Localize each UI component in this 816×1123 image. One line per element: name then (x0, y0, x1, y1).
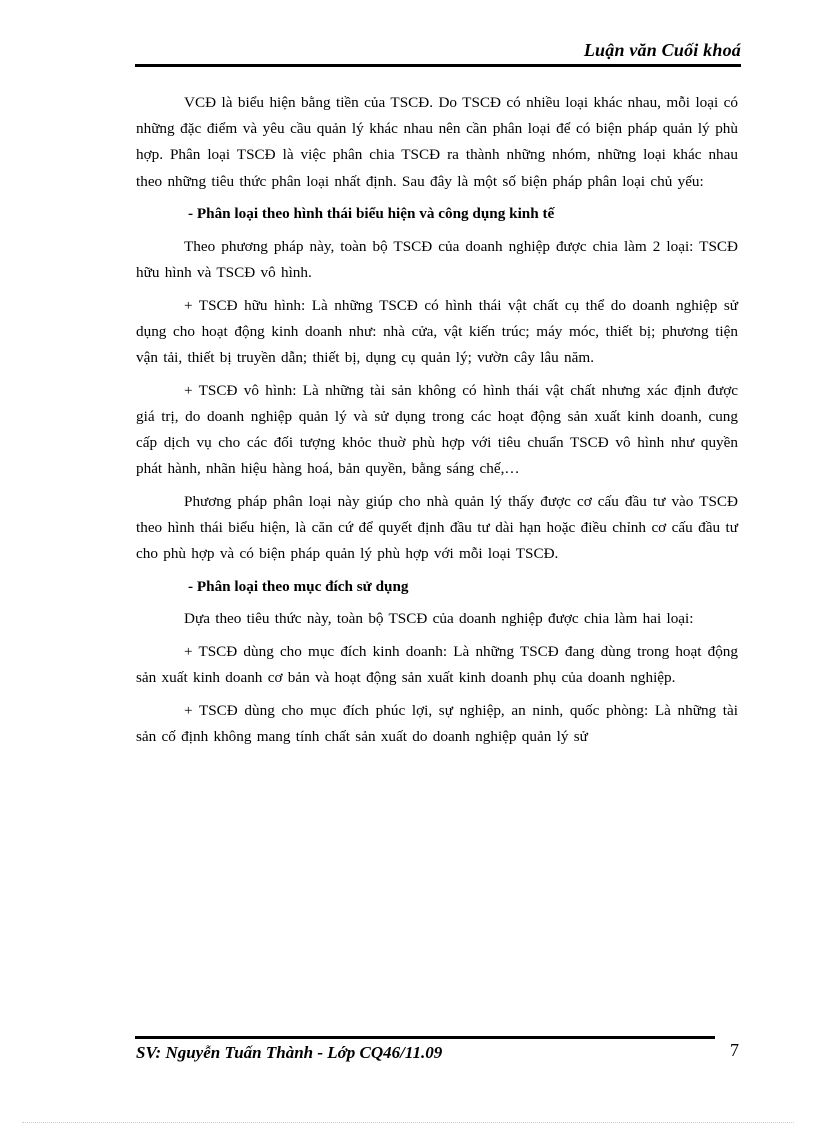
section-heading-purpose: - Phân loại theo mục đích sử dụng (188, 577, 409, 595)
paragraph-purpose-overview: Dựa theo tiêu thức này, toàn bộ TSCĐ của doanh nghiệp được chia làm hai loại: (184, 610, 694, 628)
footer-rule (135, 1036, 715, 1039)
footer-student-info: SV: Nguyễn Tuấn Thành - Lớp CQ46/11.09 (136, 1043, 443, 1062)
page-body (136, 90, 738, 757)
paragraph-intangible-assets: + TSCĐ vô hình: Là những tài sản không có hình thái vật chất nhưng xác định được giá trị, do doanh nghiệp quản lý và sử dụng trong các hoạt động sản xuất kinh doanh, cung cấp dịch vụ cho các đối tượng khỏc thuờ phù hợp với tiêu chuẩn TSCĐ vô hình như quyền phát hành, nhãn hiệu hàng hoá, bản quyền, bằng sáng chế,… (136, 381, 738, 478)
section-heading-form-and-use: - Phân loại theo hình thái biểu hiện và công dụng kinh tế (188, 205, 555, 223)
paragraph-welfare-use: + TSCĐ dùng cho mục đích phúc lợi, sự nghiệp, an ninh, quốc phòng: Là những tài sản cố định không mang tính chất sản xuất do doanh nghiệp quản lý sử (136, 701, 738, 745)
paragraph-method-overview: Theo phương pháp này, toàn bộ TSCĐ của doanh nghiệp được chia làm 2 loại: TSCĐ hữu hình và TSCĐ vô hình. (136, 237, 738, 281)
paragraph-method-benefit: Phương pháp phân loại này giúp cho nhà quản lý thấy được cơ cấu đầu tư vào TSCĐ theo hình thái biểu hiện, là căn cứ để quyết định đầu tư dài hạn hoặc điều chỉnh cơ cấu đầu tư cho phù hợp và có biện pháp quản lý phù hợp với mỗi loại TSCĐ. (136, 492, 738, 563)
page-number: 7 (730, 1040, 739, 1060)
paragraph-business-use: + TSCĐ dùng cho mục đích kinh doanh: Là những TSCĐ đang dùng trong hoạt động sản xuất kinh doanh cơ bản và hoạt động sản xuất kinh doanh phụ của doanh nghiệp. (136, 642, 738, 687)
paragraph-tangible-assets: + TSCĐ hữu hình: Là những TSCĐ có hình thái vật chất cụ thể do doanh nghiệp sử dụng cho hoạt động kinh doanh như: nhà cửa, vật kiến trúc; máy móc, thiết bị; phương tiện vận tải, thiết bị truyền dẫn; thiết bị, dụng cụ quản lý; vườn cây lâu năm. (136, 296, 738, 366)
document-header-title: Luận văn Cuối khoá (583, 40, 741, 60)
header-rule (135, 64, 741, 67)
paragraph-intro: VCĐ là biểu hiện bằng tiền của TSCĐ. Do TSCĐ có nhiều loại khác nhau, mỗi loại có những đặc điểm và yêu cầu quản lý khác nhau nên cần phân loại để có biện pháp quản lý phù hợp. Phân loại TSCĐ là việc phân chia TSCĐ ra thành những nhóm, những loại khác nhau theo những tiêu thức phân loại nhất định. Sau đây là một số biện pháp phân loại chủ yếu: (136, 94, 738, 190)
